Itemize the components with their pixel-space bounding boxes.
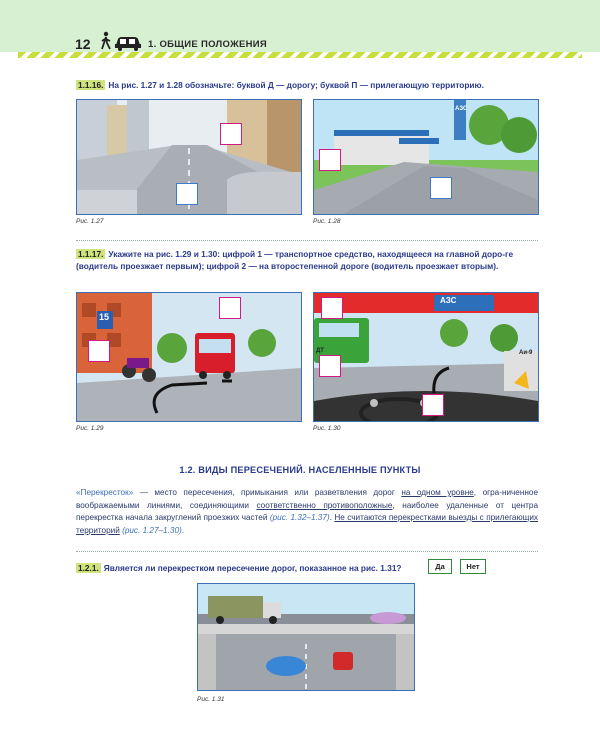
figure-reference: (рис. 1.32–1.37) xyxy=(269,513,330,522)
text: , наиболее удаленные от центра перекрестка начала закруглений проезжих частей xyxy=(76,500,539,522)
answer-box[interactable] xyxy=(321,297,343,319)
answer-box[interactable] xyxy=(88,340,110,362)
task-text: Укажите на рис. 1.29 и 1.30: цифрой 1 — транспортное средство, находящееся на главной доро-ге (водитель проезжает первым); цифрой 2 — на второстепенной дороге (водитель проезжает вторым). xyxy=(76,249,514,271)
figure-1-28 xyxy=(313,99,539,215)
underlined-text: на одном уровне xyxy=(401,488,474,497)
underlined-text: Не считаются перекрестками выезды с прилегающих территорий xyxy=(76,513,538,535)
underlined-text: соответственно противоположные xyxy=(256,500,393,510)
figure-reference: (рис. 1.27–1.30) xyxy=(122,525,182,535)
text: , огра-ниченное воображаемыми линиями, соединяющими xyxy=(76,488,539,510)
term: «Перекресток» xyxy=(76,488,134,497)
figure-caption: Рис. 1.28 xyxy=(313,218,341,225)
task-number: 1.1.17. xyxy=(78,249,104,259)
text: — место пересечения, примыкания или разветвления дорог xyxy=(133,488,402,497)
figure-caption: Рис. 1.27 xyxy=(76,218,104,225)
answer-box[interactable] xyxy=(176,183,198,205)
fuel-sign-left: ДТ xyxy=(316,348,324,354)
figure-caption: Рис. 1.29 xyxy=(76,425,104,432)
figure-caption: Рис. 1.31 xyxy=(197,696,225,703)
figure-1-31 xyxy=(197,583,415,691)
header-stripe xyxy=(18,52,582,58)
task-number: 1.2.1. xyxy=(78,563,99,573)
page-number: 12 xyxy=(75,36,91,52)
task-text: На рис. 1.27 и 1.28 обозначьте: буквой Д — дорогу; буквой П — прилегающую территорию. xyxy=(108,80,484,90)
figure-caption: Рис. 1.30 xyxy=(313,425,341,432)
yes-button[interactable]: Да xyxy=(428,559,452,574)
divider xyxy=(76,551,538,552)
answer-box[interactable] xyxy=(319,355,341,377)
text: . xyxy=(329,513,335,522)
answer-box[interactable] xyxy=(220,123,242,145)
task-1-1-17 xyxy=(76,248,538,272)
gas-station-illustration xyxy=(314,100,538,214)
text: . xyxy=(181,525,185,535)
answer-box[interactable] xyxy=(219,297,241,319)
pedestrian-car-icon xyxy=(100,31,146,51)
gas-station-sign: АЗС xyxy=(440,296,457,305)
chapter-title: 1. ОБЩИЕ ПОЛОЖЕНИЯ xyxy=(148,39,268,50)
task-1-1-16 xyxy=(76,79,546,91)
overpass-illustration xyxy=(198,584,414,690)
task-1-2-1 xyxy=(76,562,436,574)
no-button[interactable]: Нет xyxy=(460,559,486,574)
route-sign: 15 xyxy=(99,312,110,322)
task-number: 1.1.16. xyxy=(78,80,104,90)
task-text: Является ли перекрестком пересечение дорог, показанное на рис. 1.31? xyxy=(103,563,402,573)
section-title: 1.2. ВИДЫ ПЕРЕСЕЧЕНИЙ. НАСЕЛЕННЫЕ ПУНКТЫ xyxy=(179,465,421,475)
gas-station-sign: АЗС xyxy=(455,106,468,112)
divider xyxy=(76,240,538,241)
answer-box[interactable] xyxy=(319,149,341,171)
answer-box[interactable] xyxy=(430,177,452,199)
answer-box[interactable] xyxy=(422,394,444,416)
fuel-sign-right: Аи-9 xyxy=(519,350,533,356)
intersection-bus-illustration xyxy=(77,293,301,421)
definition-paragraph xyxy=(76,487,538,537)
